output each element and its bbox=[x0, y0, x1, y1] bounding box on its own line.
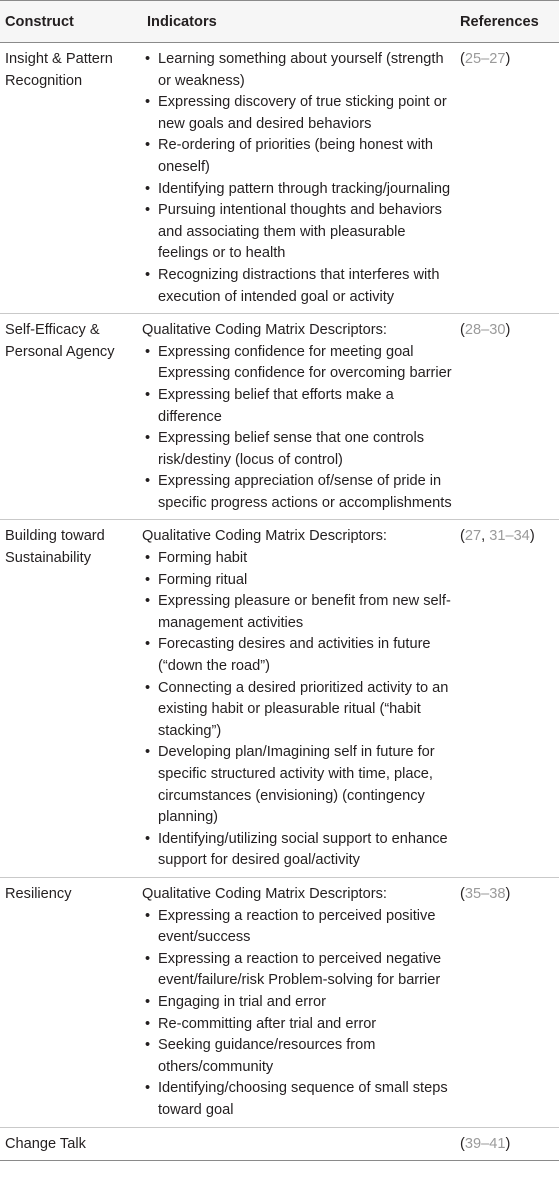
list-item: • Developing plan/Imagining self in future for specific structured activity with time, place, circumstances (envisioning) (contingency planning) bbox=[142, 742, 458, 828]
references-cell bbox=[458, 877, 559, 1127]
list-item: • Engaging in trial and error bbox=[142, 992, 458, 1014]
references-cell bbox=[458, 1127, 559, 1161]
descriptor-label: Qualitative Coding Matrix Descriptors: bbox=[142, 885, 387, 902]
reference-link[interactable]: 27 bbox=[464, 528, 482, 545]
list-item: • Re-ordering of priorities (being honest with oneself) bbox=[142, 135, 458, 178]
table-body bbox=[0, 43, 559, 1161]
list-item: • Expressing a reaction to perceived positive event/success bbox=[142, 906, 458, 949]
indicator-list bbox=[142, 906, 458, 1122]
table-row bbox=[0, 520, 559, 878]
header-indicators: Indicators bbox=[147, 13, 217, 30]
reference-paren: ) bbox=[505, 51, 511, 67]
construct-cell: Building toward Sustainability bbox=[5, 528, 105, 567]
reference-paren: ( bbox=[460, 528, 465, 545]
construct-cell: Resiliency bbox=[5, 885, 72, 902]
reference-paren: ) bbox=[505, 885, 511, 902]
reference-link[interactable]: 39–41 bbox=[464, 1135, 506, 1152]
indicator-list bbox=[142, 548, 458, 872]
indicators-cell bbox=[142, 520, 458, 878]
table-header-row bbox=[0, 1, 559, 43]
list-item: • Identifying pattern through tracking/journaling bbox=[142, 179, 458, 201]
list-item: • Expressing a reaction to perceived negative event/failure/risk Problem-solving for barrier bbox=[142, 949, 458, 992]
table-row bbox=[0, 877, 559, 1127]
indicator-list bbox=[142, 49, 458, 308]
list-item: • Expressing confidence for meeting goal Expressing confidence for overcoming barrier bbox=[142, 342, 458, 385]
list-item: • Expressing belief sense that one controls risk/destiny (locus of control) bbox=[142, 428, 458, 471]
list-item: • Seeking guidance/resources from others/community bbox=[142, 1035, 458, 1078]
indicators-cell bbox=[142, 43, 458, 314]
reference-paren: ) bbox=[529, 528, 535, 545]
references-cell bbox=[458, 520, 559, 878]
reference-paren: ( bbox=[460, 322, 465, 339]
list-item: • Forecasting desires and activities in future (“down the road”) bbox=[142, 634, 458, 677]
list-item: • Expressing belief that efforts make a difference bbox=[142, 385, 458, 428]
reference-link[interactable]: 35–38 bbox=[464, 885, 506, 902]
reference-paren: ( bbox=[460, 1135, 465, 1152]
reference-separator: , bbox=[481, 528, 490, 545]
indicator-list bbox=[142, 342, 458, 515]
list-item: • Identifying/utilizing social support to enhance support for desired goal/activity bbox=[142, 829, 458, 872]
list-item: • Recognizing distractions that interferes with execution of intended goal or activity bbox=[142, 265, 458, 308]
indicators-cell bbox=[142, 877, 458, 1127]
descriptor-label: Qualitative Coding Matrix Descriptors: bbox=[142, 528, 387, 545]
list-item: • Identifying/choosing sequence of small steps toward goal bbox=[142, 1078, 458, 1121]
construct-cell: Self-Efficacy & Personal Agency bbox=[5, 322, 115, 360]
list-item: • Expressing discovery of true sticking point or new goals and desired behaviors bbox=[142, 92, 458, 135]
table-row bbox=[0, 314, 559, 520]
indicators-cell bbox=[142, 314, 458, 520]
header-construct: Construct bbox=[5, 13, 74, 30]
list-item: • Connecting a desired prioritized activity to an existing habit or pleasurable ritual (“habit stacking”) bbox=[142, 678, 458, 743]
list-item: • Re-committing after trial and error bbox=[142, 1014, 458, 1036]
descriptor-label: Qualitative Coding Matrix Descriptors: bbox=[142, 322, 387, 339]
list-item: • Expressing pleasure or benefit from new self-management activities bbox=[142, 591, 458, 634]
list-item: • Forming ritual bbox=[142, 570, 458, 592]
construct-cell: Insight & Pattern Recognition bbox=[5, 51, 113, 89]
reference-paren: ( bbox=[460, 885, 465, 902]
indicators-cell bbox=[142, 1127, 458, 1161]
header-references: References bbox=[460, 13, 539, 30]
construct-cell: Change Talk bbox=[5, 1135, 86, 1152]
references-cell bbox=[458, 314, 559, 520]
reference-link[interactable]: 31–34 bbox=[489, 528, 530, 545]
reference-link[interactable]: 28–30 bbox=[464, 322, 506, 339]
list-item: • Learning something about yourself (strength or weakness) bbox=[142, 49, 458, 92]
list-item: • Pursuing intentional thoughts and behaviors and associating them with pleasurable feelings or to health bbox=[142, 200, 458, 265]
table-row bbox=[0, 43, 559, 314]
references-cell bbox=[458, 43, 559, 314]
list-item: • Forming habit bbox=[142, 548, 458, 570]
reference-paren: ( bbox=[460, 51, 465, 67]
table-row bbox=[0, 1127, 559, 1161]
reference-paren: ) bbox=[505, 322, 511, 339]
reference-paren: ) bbox=[505, 1135, 511, 1152]
reference-link[interactable]: 25–27 bbox=[464, 51, 506, 67]
list-item: • Expressing appreciation of/sense of pride in specific progress actions or accomplishments bbox=[142, 471, 458, 514]
